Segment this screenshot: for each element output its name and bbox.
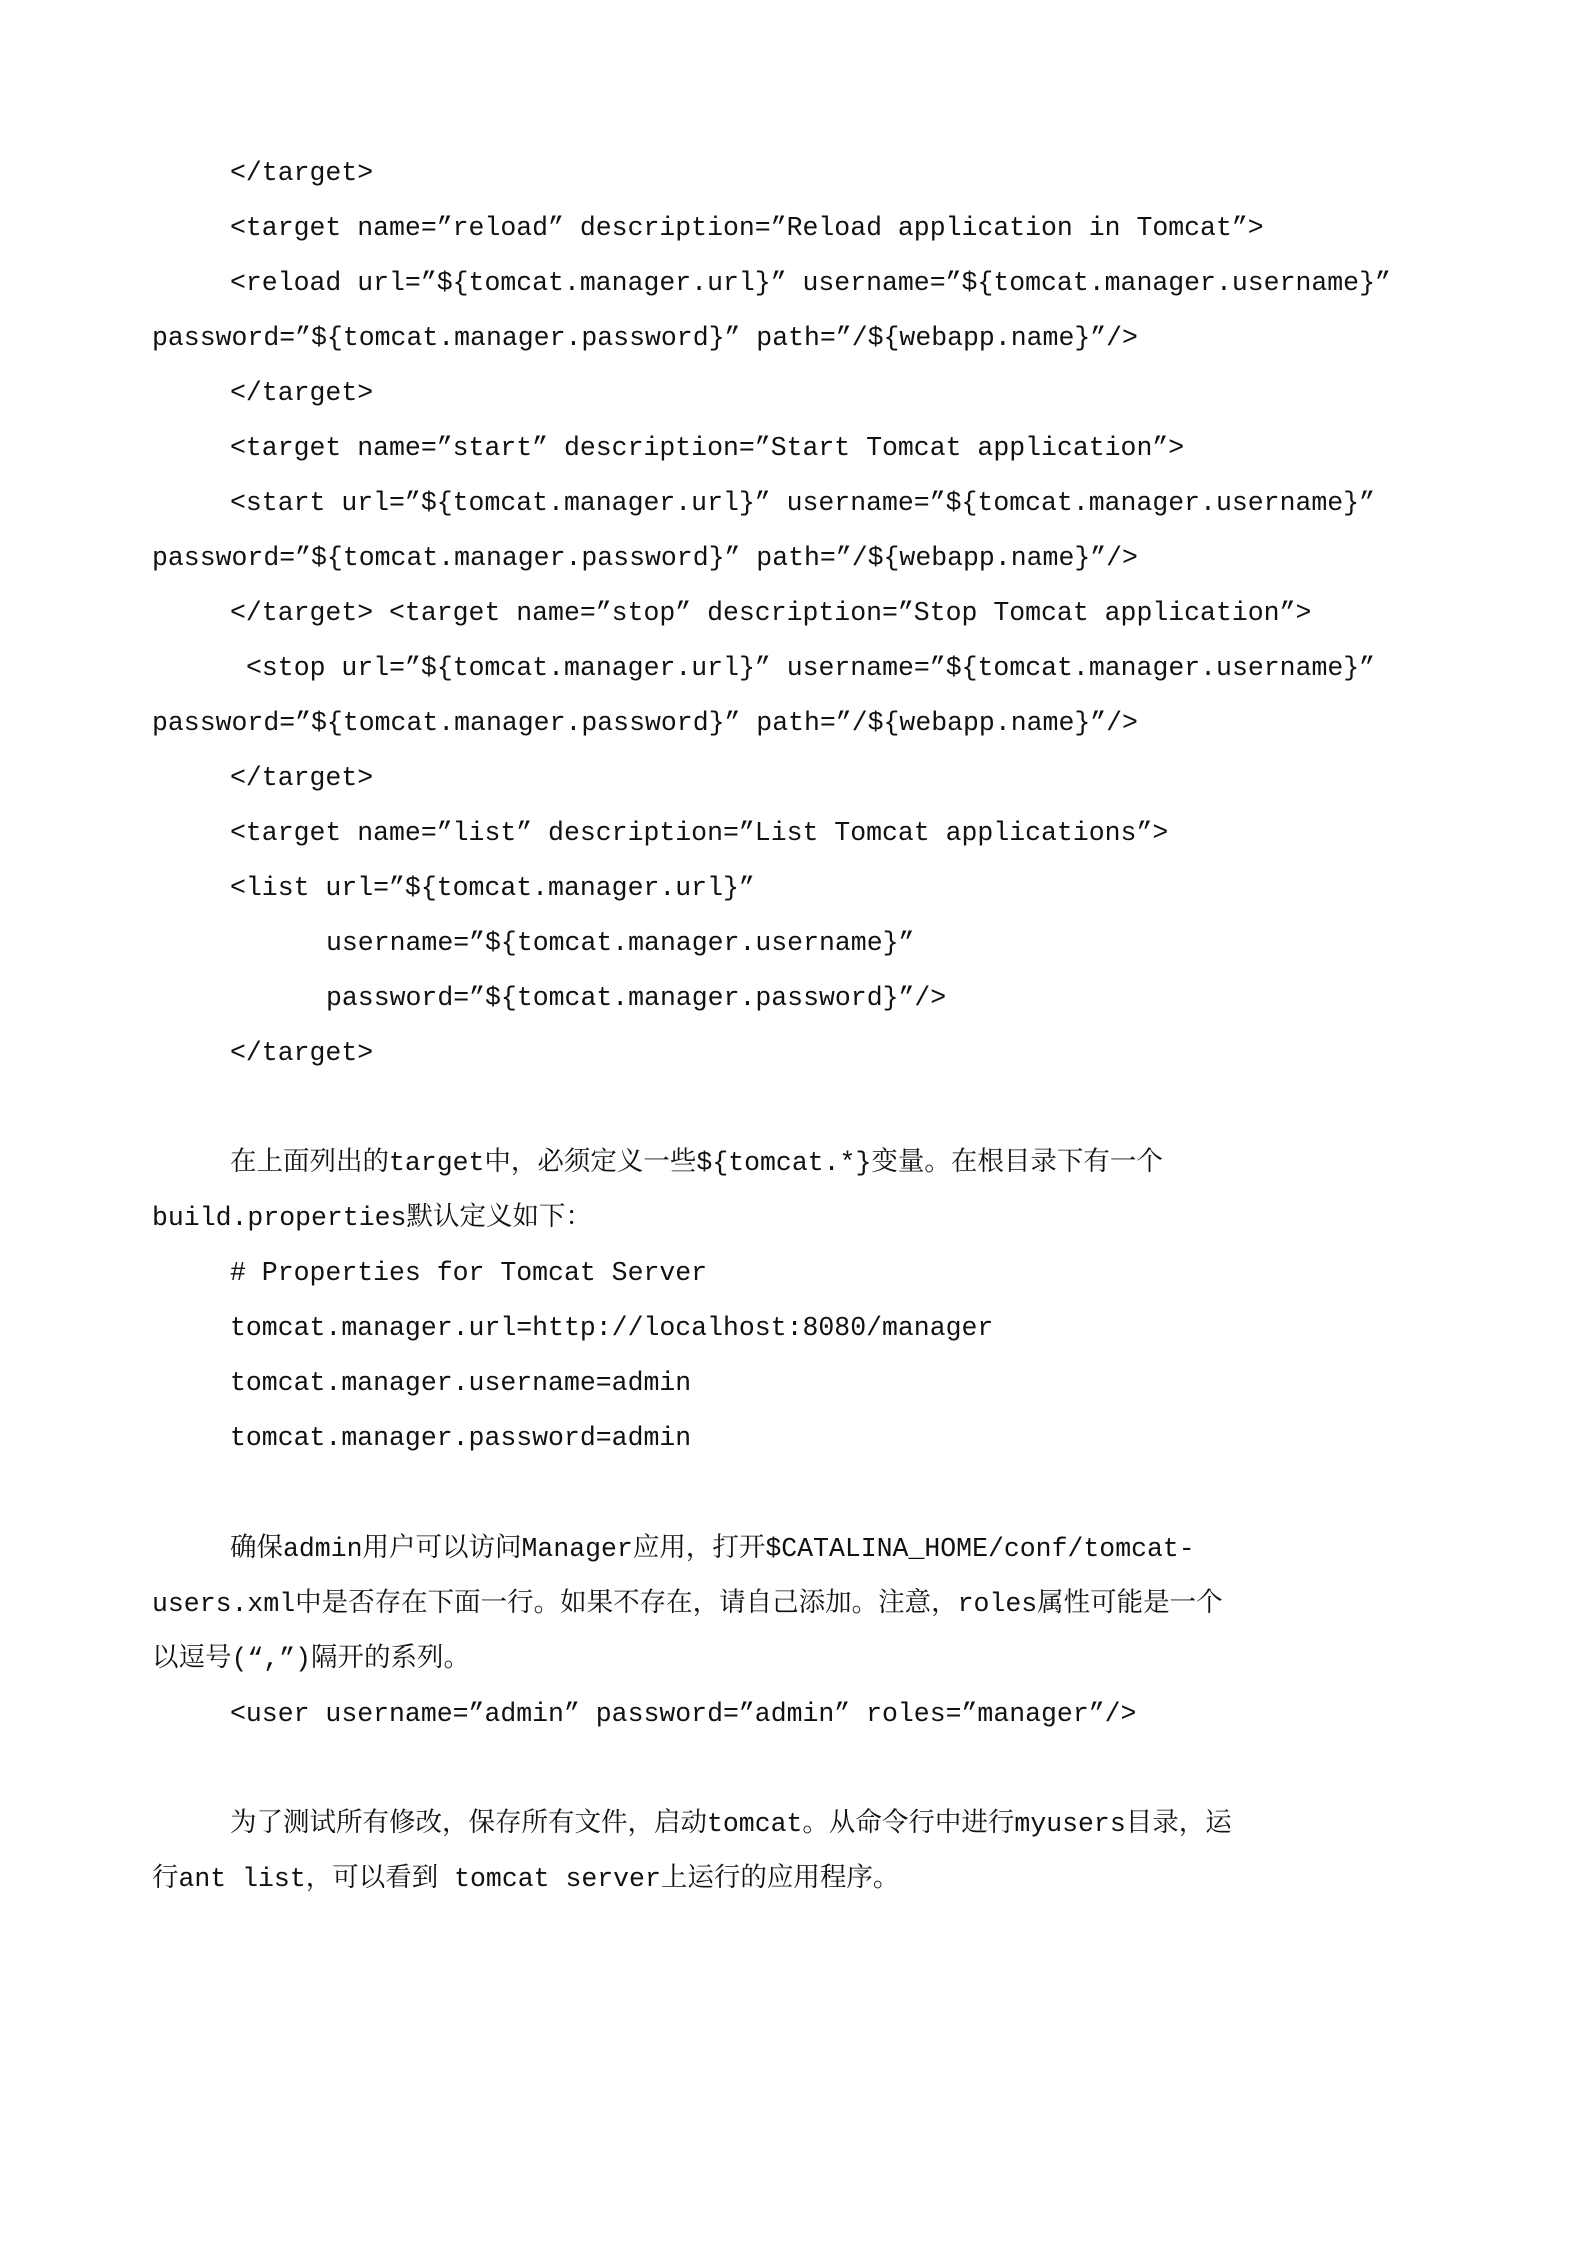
code-line: </target> xyxy=(230,378,374,408)
paragraph-text: users.xml中是否存在下面一行。如果不存在，请自己添加。注意，roles属性可能是一个 xyxy=(152,1589,1223,1619)
properties-line: tomcat.manager.username=admin xyxy=(230,1368,692,1398)
code-line: <stop url=”${tomcat.manager.url}” username=”${tomcat.manager.username}” xyxy=(246,653,1376,683)
code-line: </target> xyxy=(230,763,374,793)
code-line: password=”${tomcat.manager.password}” path=”/${webapp.name}”/> xyxy=(152,543,1138,573)
properties-line: tomcat.manager.password=admin xyxy=(230,1423,692,1453)
code-line: password=”${tomcat.manager.password}”/> xyxy=(326,983,947,1013)
paragraph-text: 以逗号(“,”)隔开的系列。 xyxy=(152,1644,471,1674)
paragraph-text: 为了测试所有修改，保存所有文件，启动tomcat。从命令行中进行myusers目录，运 xyxy=(230,1809,1232,1839)
code-line: </target> <target name=”stop” description=”Stop Tomcat application”> xyxy=(230,598,1312,628)
paragraph-text: 确保admin用户可以访问Manager应用，打开$CATALINA_HOME/conf/tomcat- xyxy=(230,1534,1195,1564)
code-line: </target> xyxy=(230,1038,374,1068)
code-line: <target name=”reload” description=”Reload application in Tomcat”> xyxy=(230,213,1264,243)
paragraph-text: 行ant list，可以看到 tomcat server上运行的应用程序。 xyxy=(152,1864,900,1894)
paragraph-text: build.properties默认定义如下： xyxy=(152,1203,592,1233)
code-line: password=”${tomcat.manager.password}” path=”/${webapp.name}”/> xyxy=(152,708,1138,738)
paragraph-text: 在上面列出的target中，必须定义一些${tomcat.*}变量。在根目录下有一个 xyxy=(230,1148,1163,1178)
code-line: <start url=”${tomcat.manager.url}” username=”${tomcat.manager.username}” xyxy=(230,488,1375,518)
code-line: <target name=”list” description=”List Tomcat applications”> xyxy=(230,818,1169,848)
code-line: </target> xyxy=(230,158,374,188)
code-line: <target name=”start” description=”Start Tomcat application”> xyxy=(230,433,1185,463)
code-line: password=”${tomcat.manager.password}” path=”/${webapp.name}”/> xyxy=(152,323,1138,353)
properties-line: # Properties for Tomcat Server xyxy=(230,1258,708,1288)
properties-line: tomcat.manager.url=http://localhost:8080/manager xyxy=(230,1313,994,1343)
code-line: username=”${tomcat.manager.username}” xyxy=(326,928,915,958)
user-config-line: <user username=”admin” password=”admin” roles=”manager”/> xyxy=(230,1699,1137,1729)
code-line: <reload url=”${tomcat.manager.url}” username=”${tomcat.manager.username}” xyxy=(230,268,1391,298)
code-line: <list url=”${tomcat.manager.url}” xyxy=(230,873,755,903)
